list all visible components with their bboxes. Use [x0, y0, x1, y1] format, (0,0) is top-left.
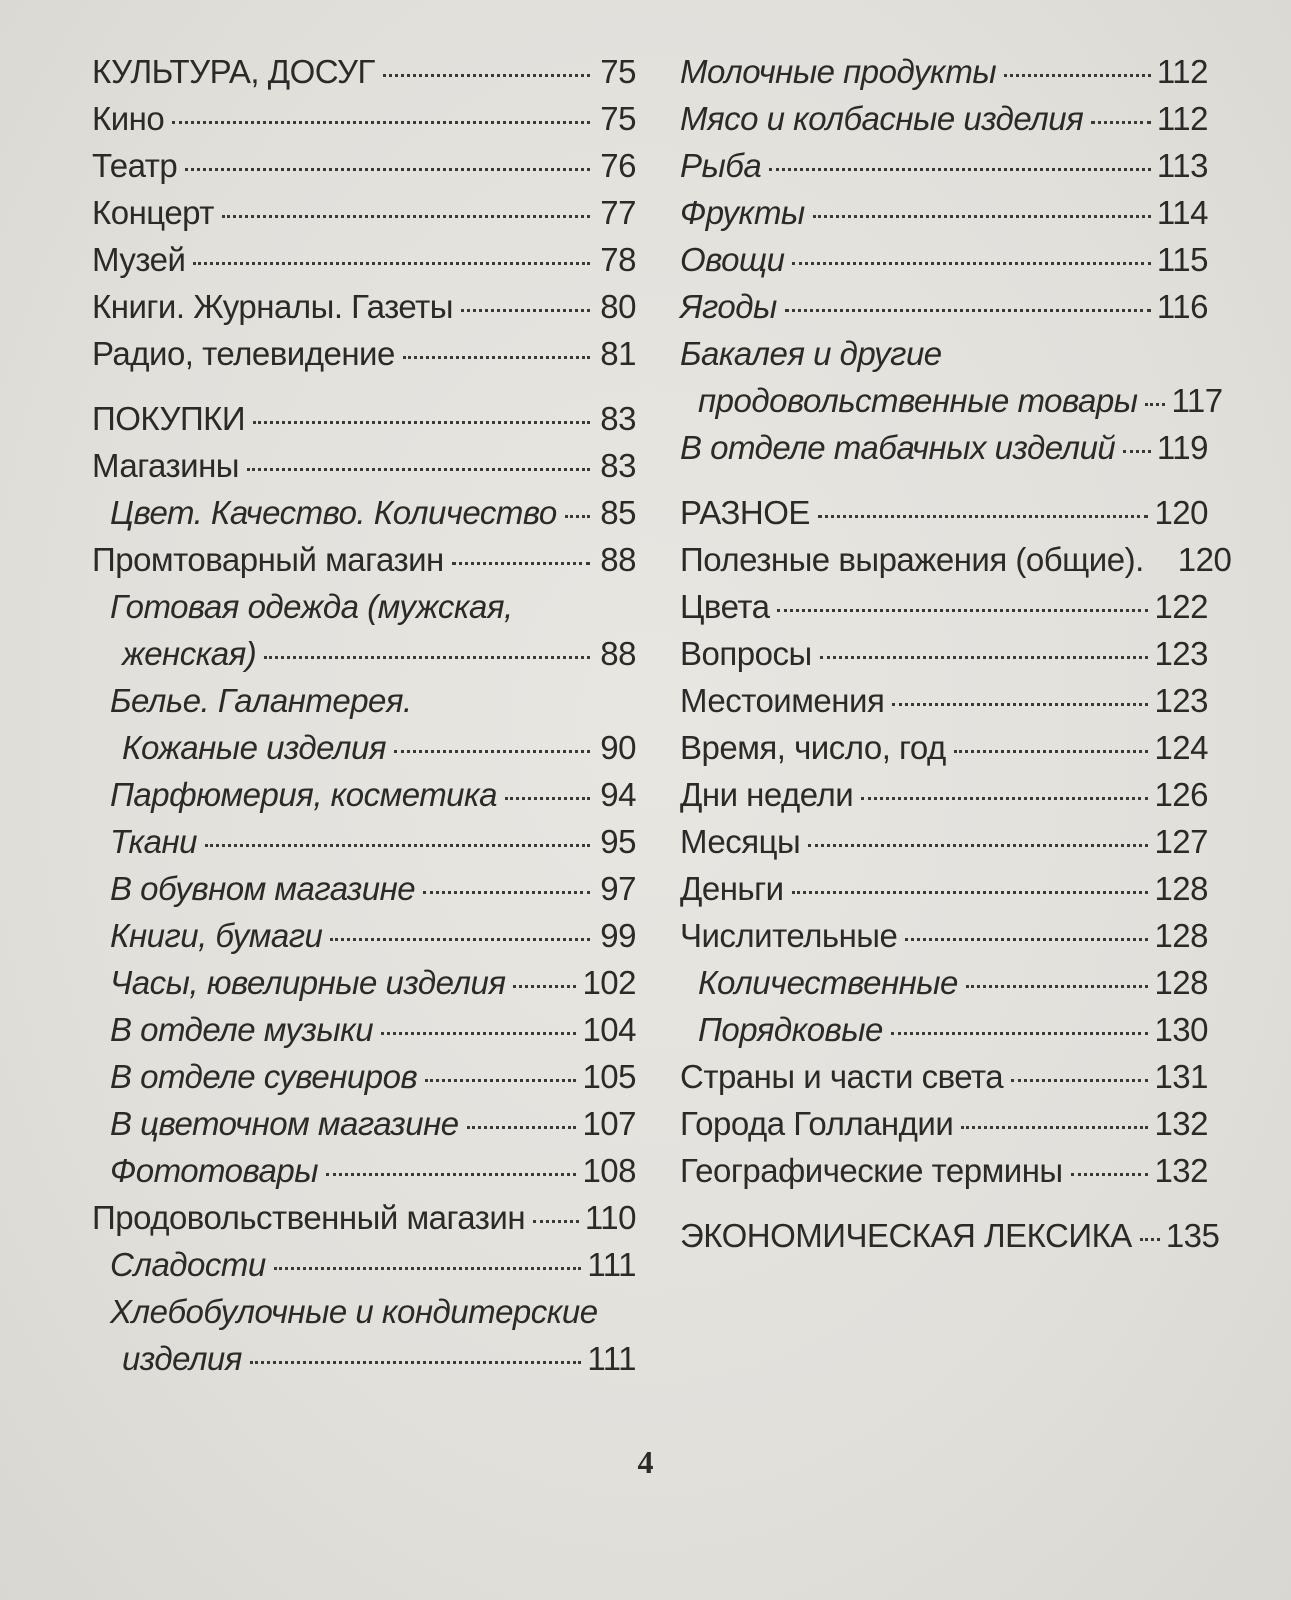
- dot-leader: [394, 750, 590, 753]
- toc-entry-title: Местоимения: [680, 682, 885, 719]
- toc-entry-page: 95: [600, 823, 636, 860]
- toc-entry-page: 128: [1154, 964, 1208, 1001]
- toc-entry: [680, 583, 1208, 630]
- dot-leader: [452, 562, 590, 565]
- toc-entry-title: Порядковые: [698, 1011, 883, 1048]
- toc-entry-page: 115: [1156, 241, 1208, 278]
- toc-entry-title: Фототовары: [110, 1152, 319, 1189]
- dot-leader: [954, 750, 1149, 753]
- dot-leader: [1004, 74, 1151, 77]
- toc-entry: [92, 95, 636, 142]
- toc-entry: [92, 583, 636, 630]
- toc-entry: [92, 1194, 636, 1241]
- dot-leader: [533, 1220, 579, 1223]
- toc-entry-title: Книги. Журналы. Газеты: [92, 288, 454, 325]
- dot-leader: [423, 891, 590, 894]
- dot-leader: [785, 309, 1151, 312]
- toc-entry: [680, 489, 1208, 536]
- toc-entry: [92, 1288, 636, 1335]
- toc-entry: [680, 959, 1208, 1006]
- toc-entry-title: женская): [122, 635, 257, 672]
- toc-entry-title: изделия: [122, 1340, 242, 1377]
- dot-leader: [777, 609, 1148, 612]
- toc-entry-title: Цвет. Качество. Количество: [110, 494, 557, 531]
- toc-entry: [680, 865, 1208, 912]
- toc-entry-page: 110: [584, 1199, 636, 1236]
- toc-entry-title: Фрукты: [680, 194, 805, 231]
- dot-leader: [792, 262, 1150, 265]
- dot-leader: [274, 1267, 582, 1270]
- toc-entry-page: 90: [600, 729, 636, 766]
- toc-entry: [92, 677, 636, 724]
- toc-entry-page: 112: [1156, 100, 1208, 137]
- toc-entry: [92, 912, 636, 959]
- toc-entry-page: 75: [600, 100, 636, 137]
- toc-entry: [92, 771, 636, 818]
- toc-entry-title: Музей: [92, 241, 186, 278]
- toc-entry-title: Кино: [92, 100, 165, 137]
- toc-entry-title: Промтоварный магазин: [92, 541, 444, 578]
- toc-entry-page: 111: [587, 1246, 636, 1283]
- toc-entry-title: Географические термины: [680, 1152, 1063, 1189]
- toc-entry: [92, 142, 636, 189]
- toc-entry: [92, 818, 636, 865]
- toc-entry-title: Кожаные изделия: [122, 729, 387, 766]
- toc-entry: [92, 1147, 636, 1194]
- toc-entry-title: Рыба: [680, 147, 762, 184]
- dot-leader: [467, 1126, 577, 1129]
- toc-entry: [680, 771, 1208, 818]
- toc-entry-page: 76: [600, 147, 636, 184]
- toc-entry-page: 94: [600, 776, 636, 813]
- toc-entry-page: 132: [1154, 1152, 1208, 1189]
- toc-entry: [92, 1006, 636, 1053]
- dot-leader: [205, 844, 590, 847]
- toc-entry-page: 107: [582, 1105, 636, 1142]
- toc-entry: [680, 536, 1232, 583]
- dot-leader: [513, 985, 576, 988]
- toc-entry-title: Часы, ювелирные изделия: [110, 964, 506, 1001]
- dot-leader: [193, 262, 590, 265]
- dot-leader: [1091, 121, 1151, 124]
- toc-entry-title: В отделе табачных изделий: [680, 429, 1116, 466]
- toc-entry-page: 123: [1154, 682, 1208, 719]
- dot-leader: [461, 309, 590, 312]
- toc-entry-title: Города Голландии: [680, 1105, 954, 1142]
- toc-entry-title: продовольственные товары: [698, 382, 1138, 419]
- toc-entry-title: Время, число, год: [680, 729, 946, 766]
- dot-leader: [792, 891, 1149, 894]
- toc-entry-title: Ткани: [110, 823, 198, 860]
- toc-entry: [680, 677, 1208, 724]
- toc-entry-title: Бакалея и другие: [680, 335, 942, 372]
- toc-entry: [92, 189, 636, 236]
- toc-entry-title: Парфюмерия, косметика: [110, 776, 497, 813]
- toc-entry: [92, 442, 636, 489]
- dot-leader: [1011, 1079, 1148, 1082]
- dot-leader: [905, 938, 1148, 941]
- toc-entry-title: Сладости: [110, 1246, 266, 1283]
- dot-leader: [892, 703, 1148, 706]
- toc-entry-title: Концерт: [92, 194, 214, 231]
- toc-entry: [680, 142, 1208, 189]
- dot-leader: [403, 356, 590, 359]
- toc-entry-title: В отделе сувениров: [110, 1058, 418, 1095]
- toc-entry-page: 105: [582, 1058, 636, 1095]
- toc-entry-title: Молочные продукты: [680, 53, 997, 90]
- toc-entry-title: Числительные: [680, 917, 898, 954]
- toc-entry-page: 126: [1154, 776, 1208, 813]
- dot-leader: [818, 515, 1149, 518]
- toc-entry-title: Вопросы: [680, 635, 812, 672]
- dot-leader: [1123, 450, 1151, 453]
- dot-leader: [820, 656, 1149, 659]
- toc-entry: [92, 395, 636, 442]
- dot-leader: [326, 1173, 576, 1176]
- toc-entry-title: РАЗНОЕ: [680, 494, 810, 531]
- toc-entry-page: 85: [600, 494, 636, 531]
- toc-entry-page: 78: [600, 241, 636, 278]
- toc-entry: [92, 48, 636, 95]
- toc-entry-page: 111: [587, 1340, 636, 1377]
- toc-entry-title: В обувном магазине: [110, 870, 416, 907]
- toc-entry-title: Количественные: [698, 964, 958, 1001]
- dot-leader: [425, 1079, 576, 1082]
- toc-entry: [92, 330, 636, 377]
- toc-entry-page: 97: [600, 870, 636, 907]
- dot-leader: [961, 1126, 1148, 1129]
- dot-leader: [1140, 1238, 1160, 1241]
- toc-entry: [680, 1212, 1220, 1259]
- toc-entry-page: 77: [600, 194, 636, 231]
- toc-entry-page: 128: [1154, 917, 1208, 954]
- dot-leader: [891, 1032, 1149, 1035]
- toc-entry-title: Цвета: [680, 588, 770, 625]
- toc-entry: [680, 630, 1208, 677]
- toc-entry: [92, 1335, 636, 1382]
- toc-entry-title: Белье. Галантерея.: [110, 682, 412, 719]
- toc-entry: [92, 283, 636, 330]
- toc-entry-page: 108: [582, 1152, 636, 1189]
- toc-entry-title: ПОКУПКИ: [92, 400, 246, 437]
- toc-entry: [680, 189, 1208, 236]
- toc-entry: [680, 1006, 1208, 1053]
- toc-entry: [680, 724, 1208, 771]
- page-number: 4: [637, 1444, 654, 1480]
- toc-entry-page: 114: [1156, 194, 1208, 231]
- toc-entry: [680, 1100, 1208, 1147]
- toc-entry: [680, 236, 1208, 283]
- dot-leader: [330, 938, 590, 941]
- toc-entry: [680, 1053, 1208, 1100]
- toc-entry-title: Книги, бумаги: [110, 917, 323, 954]
- toc-left-column: [92, 48, 636, 1382]
- toc-entry: [680, 48, 1208, 95]
- toc-entry-page: 124: [1154, 729, 1208, 766]
- toc-entry-title: Театр: [92, 147, 178, 184]
- toc-entry-page: 81: [600, 335, 636, 372]
- toc-entry-page: 120: [1154, 494, 1208, 531]
- toc-entry: [92, 536, 636, 583]
- toc-entry: [680, 1147, 1208, 1194]
- toc-entry: [680, 818, 1208, 865]
- toc-entry: [92, 630, 636, 677]
- toc-entry-title: В цветочном магазине: [110, 1105, 459, 1142]
- dot-leader: [381, 1032, 576, 1035]
- toc-entry-title: Овощи: [680, 241, 785, 278]
- toc-entry: [680, 912, 1208, 959]
- toc-entry: [92, 489, 636, 536]
- toc-entry: [92, 1241, 636, 1288]
- toc-entry-title: Деньги: [680, 870, 784, 907]
- dot-leader: [185, 168, 590, 171]
- toc-entry-page: 120: [1177, 541, 1232, 578]
- toc-entry-title: Ягоды: [680, 288, 777, 325]
- toc-entry-title: Хлебобулочные и кондитерские: [110, 1293, 598, 1330]
- toc-entry-page: 102: [582, 964, 636, 1001]
- dot-leader: [861, 797, 1148, 800]
- toc-entry: [92, 1053, 636, 1100]
- toc-entry-page: 112: [1156, 53, 1208, 90]
- toc-entry-page: 135: [1165, 1217, 1220, 1254]
- toc-entry-page: 88: [600, 541, 636, 578]
- toc-entry: [680, 424, 1208, 471]
- dot-leader: [1145, 403, 1165, 406]
- dot-leader: [1071, 1173, 1149, 1176]
- toc-entry-page: 99: [600, 917, 636, 954]
- toc-entry: [92, 236, 636, 283]
- toc-entry: [680, 377, 1223, 424]
- dot-leader: [250, 1361, 581, 1364]
- dot-leader: [264, 656, 590, 659]
- toc-entry-title: Страны и части света: [680, 1058, 1004, 1095]
- toc-entry-page: 104: [582, 1011, 636, 1048]
- toc-entry-title: ЭКОНОМИЧЕСКАЯ ЛЕКСИКА: [680, 1217, 1132, 1254]
- toc-entry-page: 119: [1156, 429, 1208, 466]
- toc-entry-page: 117: [1171, 382, 1223, 419]
- dot-leader: [383, 74, 590, 77]
- dot-leader: [565, 515, 590, 518]
- toc-entry-page: 130: [1154, 1011, 1208, 1048]
- toc-entry: [92, 865, 636, 912]
- toc-entry-page: 88: [600, 635, 636, 672]
- toc-entry-page: 122: [1154, 588, 1208, 625]
- dot-leader: [172, 121, 590, 124]
- toc-entry-title: Радио, телевидение: [92, 335, 395, 372]
- dot-leader: [253, 421, 590, 424]
- toc-entry-page: 123: [1154, 635, 1208, 672]
- toc-entry-page: 128: [1154, 870, 1208, 907]
- toc-entry-title: Продовольственный магазин: [92, 1199, 526, 1236]
- dot-leader: [966, 985, 1149, 988]
- toc-entry: [680, 283, 1208, 330]
- toc-entry: [92, 959, 636, 1006]
- toc-entry: [92, 724, 636, 771]
- toc-entry-title: КУЛЬТУРА, ДОСУГ: [92, 53, 375, 90]
- toc-entry-page: 80: [600, 288, 636, 325]
- toc-right-column: [680, 48, 1232, 1259]
- toc-entry-page: 83: [600, 447, 636, 484]
- dot-leader: [222, 215, 590, 218]
- toc-entry-title: Мясо и колбасные изделия: [680, 100, 1084, 137]
- toc-entry-page: 83: [600, 400, 636, 437]
- toc-entry-page: 131: [1154, 1058, 1208, 1095]
- toc-entry-title: Дни недели: [680, 776, 854, 813]
- toc-entry-title: Полезные выражения (общие).: [680, 541, 1144, 578]
- toc-entry-title: Магазины: [92, 447, 240, 484]
- toc-entry-page: 127: [1154, 823, 1208, 860]
- toc-entry-title: Готовая одежда (мужская,: [110, 588, 513, 625]
- toc-entry: [680, 330, 1208, 377]
- toc-entry-page: 132: [1154, 1105, 1208, 1142]
- dot-leader: [505, 797, 590, 800]
- toc-entry-page: 75: [600, 53, 636, 90]
- toc-entry: [92, 1100, 636, 1147]
- dot-leader: [247, 468, 590, 471]
- toc-entry-title: В отделе музыки: [110, 1011, 374, 1048]
- toc-entry-title: Месяцы: [680, 823, 801, 860]
- toc-entry-page: 116: [1156, 288, 1208, 325]
- dot-leader: [769, 168, 1151, 171]
- toc-entry: [680, 95, 1208, 142]
- dot-leader: [808, 844, 1148, 847]
- dot-leader: [813, 215, 1151, 218]
- toc-entry-page: 113: [1156, 147, 1208, 184]
